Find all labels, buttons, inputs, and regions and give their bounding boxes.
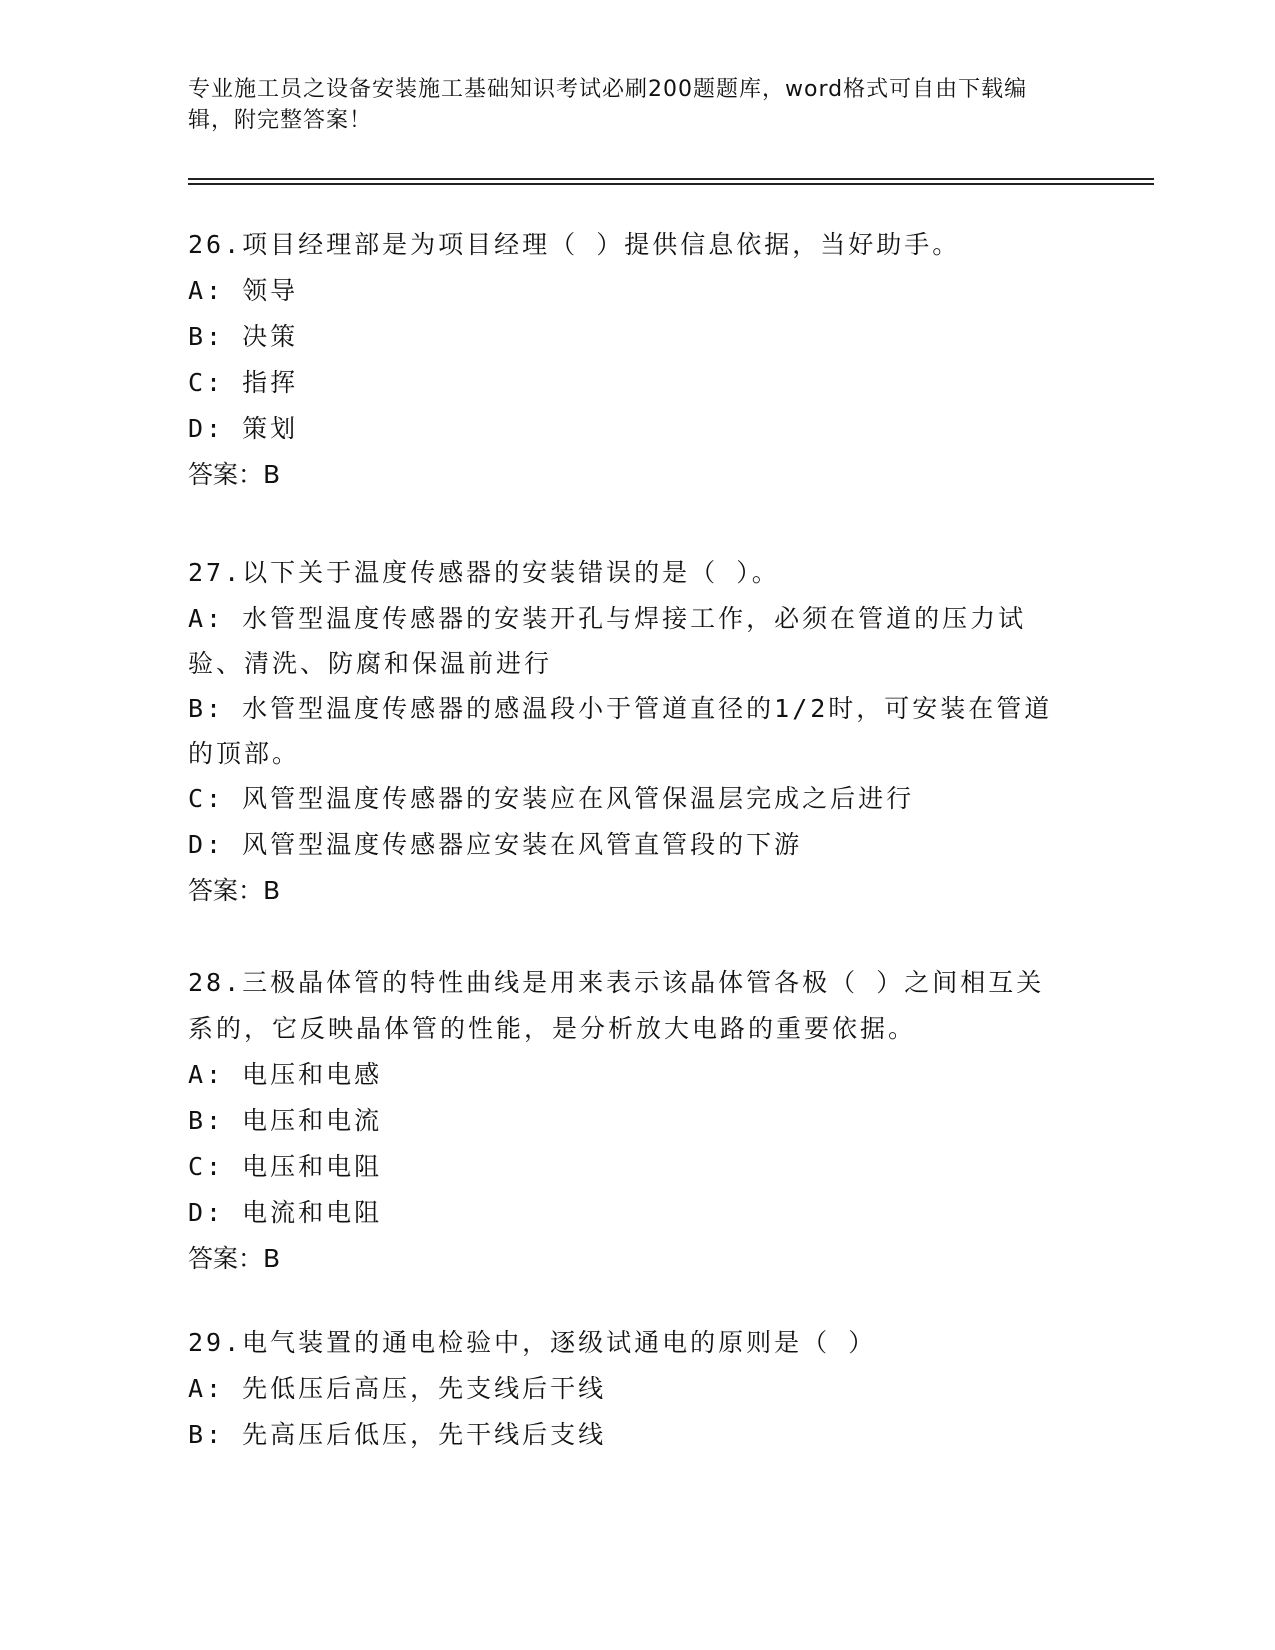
option-a: A: 领导 [188,276,299,305]
question-29 [188,1320,1068,1458]
option-a: A: 电压和电感 [188,1060,383,1089]
option-d: D: 策划 [188,414,299,443]
header-divider-bottom [188,183,1154,185]
option-a: A: 先低压后高压，先支线后干线 [188,1374,607,1403]
option-b: B: 水管型温度传感器的感温段小于管道直径的1/2时，可安装在管道的顶部。 [188,694,1053,768]
header-divider-top [188,178,1154,180]
question-stem: 27.以下关于温度传感器的安装错误的是（ ）。 [188,558,780,587]
question-stem: 29.电气装置的通电检验中，逐级试通电的原则是（ ） [188,1328,877,1357]
question-28 [188,960,1068,1282]
answer: 答案：B [188,1244,281,1273]
option-b: B: 先高压后低压，先干线后支线 [188,1420,607,1449]
option-a: A: 水管型温度传感器的安装开孔与焊接工作，必须在管道的压力试验、清洗、防腐和保温前进行 [188,604,1027,678]
answer: 答案：B [188,876,281,905]
option-c: C: 风管型温度传感器的安装应在风管保温层完成之后进行 [188,784,915,813]
option-b: B: 电压和电流 [188,1106,383,1135]
option-c: C: 电压和电阻 [188,1152,383,1181]
question-26 [188,222,1068,498]
question-27 [188,550,1068,914]
document-header-title: 专业施工员之设备安装施工基础知识考试必刷200题题库，word格式可自由下载编辑，附完整答案！ [188,77,1028,133]
option-b: B: 决策 [188,322,299,351]
answer: 答案：B [188,460,281,489]
option-c: C: 指挥 [188,368,299,397]
question-stem: 26.项目经理部是为项目经理（ ）提供信息依据，当好助手。 [188,230,961,259]
option-d: D: 风管型温度传感器应安装在风管直管段的下游 [188,830,803,859]
option-d: D: 电流和电阻 [188,1198,383,1227]
question-stem: 28.三极晶体管的特性曲线是用来表示该晶体管各极（ ）之间相互关系的，它反映晶体管的性能，是分析放大电路的重要依据。 [188,968,1045,1043]
